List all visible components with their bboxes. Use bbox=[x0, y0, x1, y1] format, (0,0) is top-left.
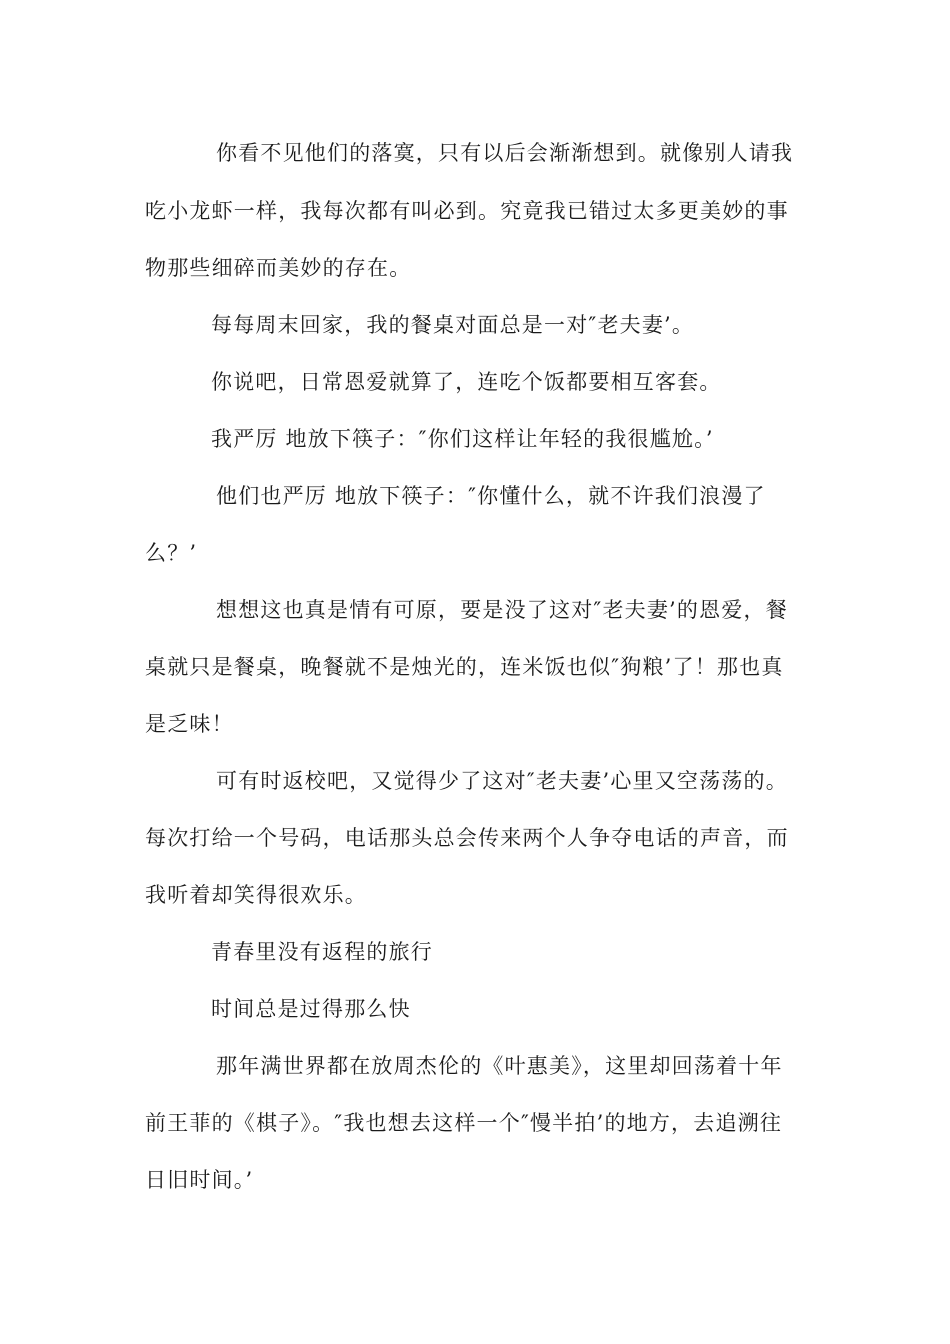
text-line: 桌就只是餐桌，晚餐就不是烛光的，连米饭也似″狗粮’了！那也真 bbox=[145, 655, 784, 679]
text-line: 时间总是过得那么快 bbox=[211, 997, 411, 1021]
text-line: 我严厉 地放下筷子：″你们这样让年轻的我很尴尬。’ bbox=[211, 427, 714, 451]
text-line: 是乏味！ bbox=[145, 712, 234, 736]
text-line: 可有时返校吧，又觉得少了这对″老夫妻’心里又空荡荡的。 bbox=[216, 769, 788, 793]
text-line: 日旧时间。’ bbox=[145, 1168, 254, 1192]
text-line: 每次打给一个号码，电话那头总会传来两个人争夺电话的声音，而 bbox=[145, 826, 789, 850]
text-line: 你看不见他们的落寞，只有以后会渐渐想到。就像别人请我 bbox=[216, 141, 794, 165]
text-line: 我听着却笑得很欢乐。 bbox=[145, 883, 367, 907]
text-line: 前王菲的《棋子》。″我也想去这样一个″慢半拍’的地方，去追溯往 bbox=[145, 1111, 783, 1135]
text-line: 他们也严厉 地放下筷子：″你懂什么，就不许我们浪漫了 bbox=[216, 484, 766, 508]
text-line: 物那些细碎而美妙的存在。 bbox=[145, 256, 412, 280]
text-line: 你说吧，日常恩爱就算了，连吃个饭都要相互客套。 bbox=[211, 370, 722, 394]
text-line: 么？’ bbox=[145, 541, 198, 565]
text-line: 青春里没有返程的旅行 bbox=[211, 940, 433, 964]
text-line: 每每周末回家，我的餐桌对面总是一对″老夫妻’。 bbox=[211, 313, 695, 337]
text-line: 想想这也真是情有可原，要是没了这对″老夫妻’的恩爱，餐 bbox=[216, 598, 788, 622]
text-line: 吃小龙虾一样，我每次都有叫必到。究竟我已错过太多更美妙的事 bbox=[145, 199, 789, 223]
text-line: 那年满世界都在放周杰伦的《叶惠美》，这里却回荡着十年 bbox=[216, 1054, 783, 1078]
